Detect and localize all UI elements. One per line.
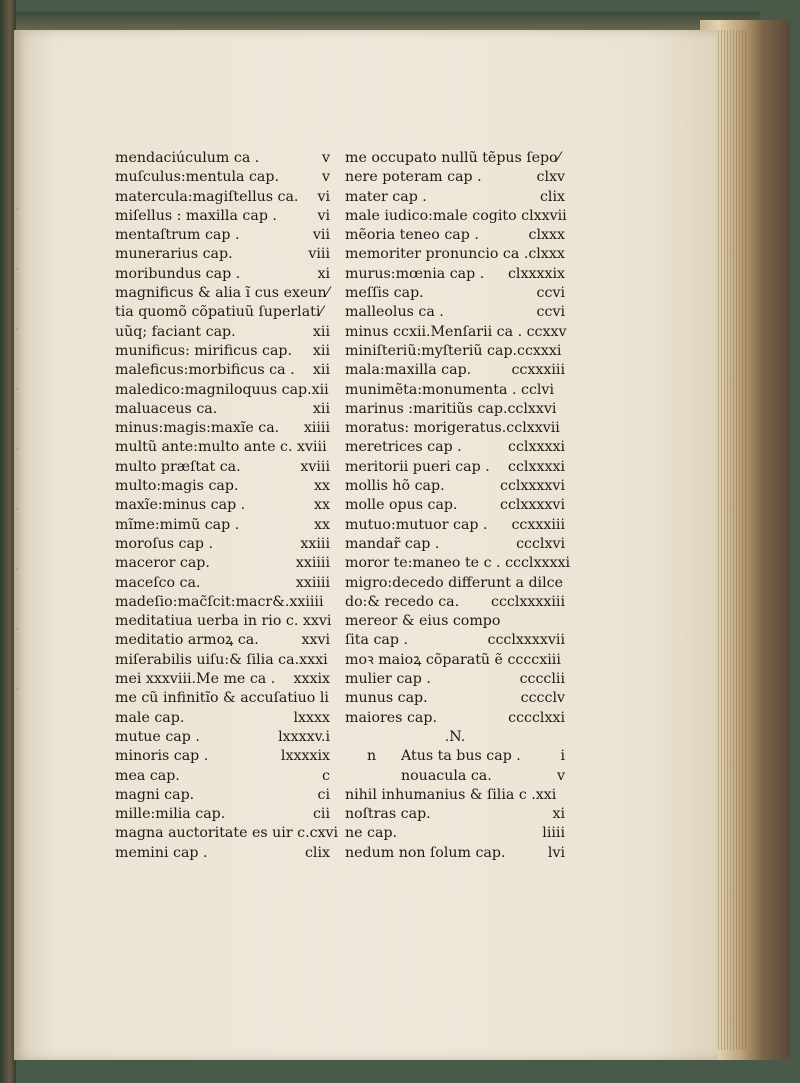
entry-number: ccvi bbox=[536, 285, 565, 302]
entry-number: viii bbox=[308, 246, 330, 263]
right-column-entries bbox=[345, 149, 570, 728]
entry-number: ccclxvi bbox=[516, 535, 565, 552]
entry-text: mandar̃ cap . bbox=[345, 535, 440, 552]
index-entry bbox=[115, 245, 330, 264]
index-entry bbox=[115, 824, 339, 843]
index-entry bbox=[115, 284, 330, 303]
section-heading-row bbox=[345, 728, 565, 747]
index-entry bbox=[115, 767, 330, 786]
entry-text: nouacula ca. bbox=[401, 767, 492, 784]
entry-text: munus cap. bbox=[345, 690, 428, 707]
entry-text: maxĩe:minus cap . bbox=[115, 497, 246, 514]
index-entry bbox=[115, 651, 330, 670]
index-entry bbox=[345, 574, 565, 593]
n-entry bbox=[345, 805, 565, 824]
index-entry bbox=[345, 284, 565, 303]
entry-text: nihil inhumanius & ſilia c .xxi bbox=[345, 786, 557, 803]
entry-text: meretrices cap . bbox=[345, 439, 462, 456]
index-entry bbox=[345, 207, 565, 226]
index-entry bbox=[115, 574, 330, 593]
entry-number: cccclii bbox=[519, 671, 565, 688]
index-entry bbox=[115, 805, 330, 824]
index-entry bbox=[115, 535, 330, 554]
entry-text: meditatio armoꝝ ca. bbox=[115, 632, 259, 649]
entry-text: me cũ infinitĩo & accuſatiuo li bbox=[115, 690, 329, 707]
entry-text: maluaceus ca. bbox=[115, 400, 218, 417]
entry-number: xx bbox=[313, 478, 330, 495]
entry-text: magni cap. bbox=[115, 786, 195, 803]
entry-number: v bbox=[321, 150, 330, 166]
entry-text: maiores cap. bbox=[345, 709, 437, 726]
index-entry bbox=[115, 786, 330, 805]
entry-number: cclxxxxi bbox=[508, 439, 565, 456]
entry-number: cclxxxxi bbox=[508, 458, 565, 475]
index-entry bbox=[115, 516, 330, 535]
entry-text: mollis hõ cap. bbox=[345, 478, 445, 495]
n-first-entry bbox=[345, 747, 565, 766]
entry-text: meſſis cap. bbox=[345, 285, 424, 302]
index-entry bbox=[345, 342, 565, 361]
index-entry bbox=[115, 438, 330, 457]
entry-text: multo præſtat ca. bbox=[115, 458, 241, 475]
index-entry bbox=[115, 149, 330, 168]
entry-text: multũ ante:multo ante c. xviii bbox=[115, 439, 327, 456]
entry-number: xx bbox=[313, 516, 330, 533]
entry-number: cccclv bbox=[520, 690, 565, 707]
entry-number: xx bbox=[313, 497, 330, 514]
index-entry bbox=[115, 400, 330, 419]
entry-text: malleolus ca . bbox=[345, 304, 444, 321]
index-entry bbox=[115, 496, 330, 515]
entry-number: ccclxxxxiii bbox=[491, 593, 565, 610]
index-entry bbox=[115, 612, 330, 631]
entry-number: xxvi bbox=[301, 632, 330, 649]
entry-number: xii bbox=[312, 342, 330, 359]
entry-text: miniſteriũ:myſteriũ cap.ccxxxi bbox=[345, 342, 562, 359]
index-entry bbox=[345, 438, 565, 457]
initial-letter-n: n bbox=[367, 748, 377, 765]
entry-number: xxxix bbox=[293, 671, 330, 688]
entry-text: minoris cap . bbox=[115, 748, 209, 765]
index-entry bbox=[115, 226, 330, 245]
entry-text: mala:maxilla cap. bbox=[345, 362, 472, 379]
entry-text: mille:milia cap. bbox=[115, 806, 226, 823]
entry-text: mutue cap . bbox=[115, 728, 200, 745]
entry-text: mereor & eius compo bbox=[345, 613, 501, 630]
index-entry bbox=[115, 728, 330, 747]
entry-number: vi bbox=[317, 207, 330, 224]
entry-number: xii bbox=[312, 323, 330, 340]
index-entry bbox=[115, 323, 330, 342]
entry-number: xii bbox=[312, 400, 330, 417]
index-entry bbox=[345, 149, 565, 168]
index-entry bbox=[345, 689, 565, 708]
entry-text: nedum non ſolum cap. bbox=[345, 844, 506, 861]
index-entry bbox=[115, 593, 330, 612]
entry-text: maceſco ca. bbox=[115, 574, 201, 591]
n-entry bbox=[345, 824, 565, 843]
entry-number: ccxxxiii bbox=[511, 516, 565, 533]
n-entry bbox=[345, 767, 565, 786]
index-entry bbox=[345, 168, 565, 187]
index-entry bbox=[345, 477, 565, 496]
entry-text: moratus: morigeratus.cclxxvii bbox=[345, 420, 560, 437]
index-entry bbox=[345, 245, 565, 264]
index-entry bbox=[115, 844, 330, 863]
index-entry bbox=[345, 226, 565, 245]
index-entry bbox=[345, 188, 565, 207]
entry-text: migro:decedo differunt a dilce bbox=[345, 574, 563, 591]
entry-text: nere poteram cap . bbox=[345, 169, 482, 186]
entry-text: male cap. bbox=[115, 709, 185, 726]
entry-number: v bbox=[321, 169, 330, 186]
index-entry bbox=[345, 361, 565, 380]
entry-number: xiiii bbox=[303, 420, 330, 437]
entry-text: munimẽta:monumenta . cclvi bbox=[345, 381, 554, 398]
index-entry bbox=[115, 689, 330, 708]
entry-text: magnificus & alia ĩ cus exeun⁄ bbox=[115, 285, 330, 302]
index-entry bbox=[115, 188, 330, 207]
entry-number: ccclxxxxvii bbox=[487, 632, 565, 649]
entry-number: ccxxxiii bbox=[511, 362, 565, 379]
entry-number: cclxxxxvi bbox=[500, 478, 565, 495]
entry-text: mei xxxviii.Me me ca . bbox=[115, 671, 276, 688]
index-entry bbox=[115, 709, 330, 728]
entry-number: cccclxxi bbox=[508, 709, 565, 726]
entry-number: clix bbox=[304, 844, 330, 861]
index-entry bbox=[115, 747, 330, 766]
index-entry bbox=[345, 400, 565, 419]
index-entry bbox=[115, 168, 330, 187]
entry-text: tia quomõ cõpatiuũ ſuperlati⁄ bbox=[115, 304, 323, 321]
entry-number: lvi bbox=[547, 844, 565, 861]
entry-number: cclxxxxvi bbox=[500, 497, 565, 514]
index-entry bbox=[345, 612, 565, 631]
entry-text: miſerabilis uiſu:& ſilia ca.xxxi bbox=[115, 651, 328, 668]
entry-text: miſellus : maxilla cap . bbox=[115, 207, 277, 224]
entry-text: Atus ta bus cap . bbox=[401, 748, 521, 765]
index-entry bbox=[115, 265, 330, 284]
entry-number: vi bbox=[317, 188, 330, 205]
index-entry bbox=[115, 631, 330, 650]
entry-number: xii bbox=[312, 362, 330, 379]
entry-text: mẽoria teneo cap . bbox=[345, 227, 479, 244]
entry-number: xviii bbox=[300, 458, 330, 475]
entry-text: mendaciúculum ca . bbox=[115, 150, 260, 166]
entry-text: muſculus:mentula cap. bbox=[115, 169, 279, 186]
entry-text: mutuo:mutuor cap . bbox=[345, 516, 488, 533]
index-entry bbox=[345, 709, 565, 728]
entry-text: moror te:maneo te c . ccclxxxxi bbox=[345, 555, 570, 572]
entry-number: i bbox=[560, 748, 565, 765]
entry-text: magna auctoritate es uir c.cxvi bbox=[115, 825, 339, 842]
entry-text: maceror cap. bbox=[115, 555, 210, 572]
entry-text: murus:mœnia cap . bbox=[345, 265, 485, 282]
entry-number: clxv bbox=[536, 169, 565, 186]
n-entry bbox=[345, 786, 565, 805]
entry-text: multo:magis cap. bbox=[115, 478, 239, 495]
entry-text: minus ccxii.Menſarii ca . ccxxv bbox=[345, 323, 567, 340]
entry-number: xxiiii bbox=[295, 555, 330, 572]
entry-text: me occupato nullũ tẽpus ſepo⁄ bbox=[345, 150, 560, 166]
entry-text: moroſus cap . bbox=[115, 535, 214, 552]
entry-text: mater cap . bbox=[345, 188, 427, 205]
entry-text: meritorii pueri cap . bbox=[345, 458, 490, 475]
entry-number: lxxxxv.i bbox=[278, 728, 330, 745]
entry-number: xi bbox=[317, 265, 330, 282]
index-entry bbox=[115, 342, 330, 361]
index-entry bbox=[345, 651, 565, 670]
index-entry bbox=[345, 381, 565, 400]
entry-text: madeſio:mac̃ſcit:macr&.xxiiii bbox=[115, 593, 324, 610]
index-entry bbox=[345, 631, 565, 650]
entry-number: lxxxx bbox=[293, 709, 330, 726]
index-entry bbox=[115, 303, 330, 322]
entry-number: liiii bbox=[542, 825, 565, 842]
entry-text: minus:magis:maxĩe ca. bbox=[115, 420, 280, 437]
entry-text: molle opus cap. bbox=[345, 497, 458, 514]
entry-text: memoriter pronuncio ca .clxxx bbox=[345, 246, 565, 263]
entry-number: lxxxxix bbox=[280, 748, 330, 765]
book-top-edge bbox=[0, 12, 760, 30]
margin-marks: · · · · · · · · · bbox=[16, 205, 19, 695]
entry-text: matercula:magiſtellus ca. bbox=[115, 188, 299, 205]
index-entry bbox=[345, 554, 570, 573]
entry-number: clxxxxix bbox=[507, 265, 565, 282]
entry-text: maledico:magniloquus cap.xii bbox=[115, 381, 329, 398]
index-entry bbox=[115, 458, 330, 477]
entry-number: vii bbox=[312, 227, 330, 244]
index-entry bbox=[115, 381, 330, 400]
index-entry bbox=[115, 361, 330, 380]
entry-text: uũq; faciant cap. bbox=[115, 323, 236, 340]
entry-number: v bbox=[556, 767, 565, 784]
entry-text: mĩme:mimũ cap . bbox=[115, 516, 240, 533]
entry-text: mulier cap . bbox=[345, 671, 431, 688]
entry-text: mea cap. bbox=[115, 767, 180, 784]
index-entry bbox=[115, 670, 330, 689]
entry-number: c bbox=[322, 767, 330, 784]
index-column-right bbox=[345, 149, 570, 863]
index-entry bbox=[345, 496, 565, 515]
n-entry bbox=[345, 844, 565, 863]
index-entry bbox=[345, 516, 565, 535]
entry-text: moribundus cap . bbox=[115, 265, 241, 282]
index-entry bbox=[345, 303, 565, 322]
index-column-left bbox=[115, 149, 339, 863]
entry-text: maleficus:morbificus ca . bbox=[115, 362, 295, 379]
index-entry bbox=[345, 670, 565, 689]
entry-text: mentaſtrum cap . bbox=[115, 227, 240, 244]
index-entry bbox=[115, 419, 330, 438]
section-heading: .N. bbox=[444, 728, 466, 745]
index-entry bbox=[345, 458, 565, 477]
entry-text: ne cap. bbox=[345, 825, 398, 842]
index-entry bbox=[345, 535, 565, 554]
index-entry bbox=[345, 323, 565, 342]
entry-number: cii bbox=[312, 806, 330, 823]
entry-text: meditatiua uerba in rio c. xxvi bbox=[115, 613, 332, 630]
index-entry bbox=[115, 477, 330, 496]
index-entry bbox=[115, 554, 330, 573]
index-entry bbox=[345, 593, 565, 612]
entry-text: male iudico:male cogito clxxvii bbox=[345, 207, 567, 224]
entry-number: xi bbox=[552, 806, 565, 823]
entry-text: munificus: mirificus cap. bbox=[115, 342, 293, 359]
entry-text: memini cap . bbox=[115, 844, 208, 861]
entry-number: xxiiii bbox=[295, 574, 330, 591]
index-entry bbox=[115, 207, 330, 226]
index-entry bbox=[345, 419, 565, 438]
entry-number: clxxx bbox=[528, 227, 565, 244]
entry-number: ccvi bbox=[536, 304, 565, 321]
index-entry bbox=[345, 265, 565, 284]
entry-text: do:& recedo ca. bbox=[345, 593, 460, 610]
entry-text: marinus :maritiũs cap.cclxxvi bbox=[345, 400, 557, 417]
entry-text: munerarius cap. bbox=[115, 246, 233, 263]
entry-number: clix bbox=[539, 188, 565, 205]
entry-number: ci bbox=[317, 786, 330, 803]
entry-text: noſtras cap. bbox=[345, 806, 431, 823]
entry-text: moꝛ maioꝝ cõparatũ ẽ ccccxiii bbox=[345, 651, 561, 668]
entry-number: xxiii bbox=[300, 535, 330, 552]
entry-text: ſita cap . bbox=[345, 632, 408, 649]
